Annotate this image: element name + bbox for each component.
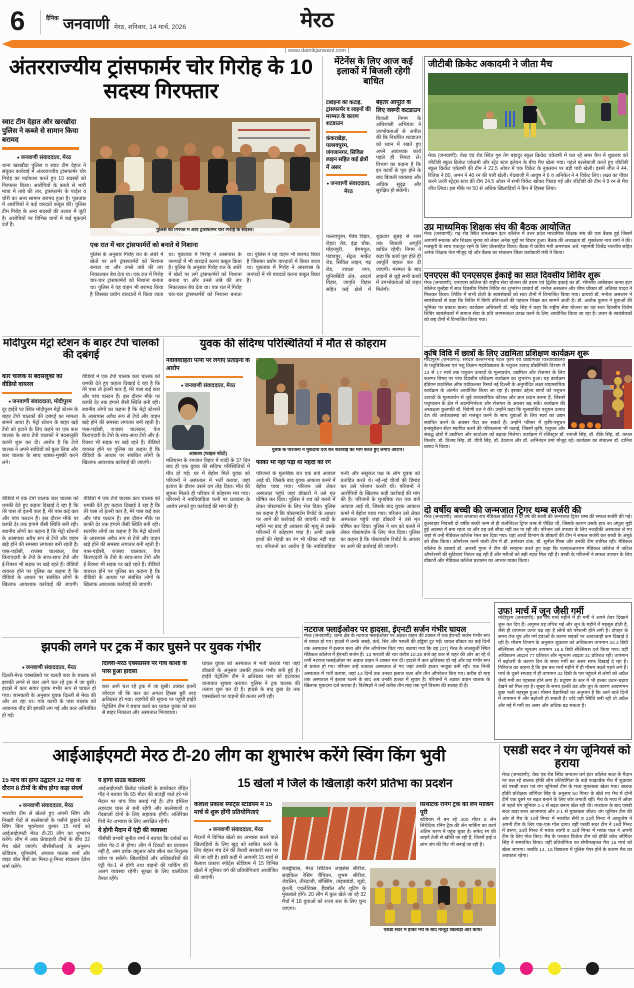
sd-headline: एसडी सदर ने यंग जूनियर्स को हराया (503, 744, 631, 771)
lamp-lighting-photo-illustration (568, 359, 632, 429)
agri-headline: कृषि विवि में छात्रों के लिए उद्यमिता प्रशिक्षण कार्यक्रम शुरू (424, 349, 589, 358)
orange-rule (326, 174, 367, 177)
article-nss (424, 271, 632, 344)
death-crosshead: फीका भी नहीं पड़ा था मेहंदी का रंग (256, 460, 331, 466)
tempo-body-3: वीडियो में एक टेंपो चालक कार चालक को धमकी देते हुए कहता दिखाई दे रहा है कि तेरे पास तो इतनी कार हैं, मेरे पास कई कार और पांच पलटन हैं। इस दौरान मौके पर काफी देर तक हंगामे जैसी स्थिति बनी रही। स्थानीय लोगों का कहना है कि मेट्रो स्टेशनों के आसपास अवैध रूप से टेंपो और वाहन खड़े होने की समस्या लगातार बनी रहती है। पास-पड़ोसी, राजस्व चालकार, वेज किराएदारी के टेंपो के साथ-साथ टेंपो और ई-रिक्शा भी सड़क पर खड़े रहते हैं। वीडियो वायरल होने पर पुलिस का कहना है कि वीडियो के आधार पर संबंधित लोगों के खिलाफ आवश्यक कार्रवाई की जाएगी। वीडियो में एक टेंपो चालक कार चालक को धमकी देते हुए कहता दिखाई दे रहा है कि तेरे पास तो इतनी कार हैं, मेरे पास कई कार और पांच पलटन हैं। इस दौरान मौके पर काफी देर तक हंगामे जैसी स्थिति बनी रही। स्थानीय लोगों का कहना है कि मेट्रो स्टेशनों के आसपास अवैध रूप से टेंपो और वाहन खड़े होने की समस्या लगातार बनी रहती है। पास-पड़ोसी, राजस्व चालकार, वेज किराएदारी के टेंपो के साथ-साथ टेंपो और ई-रिक्शा भी सड़क पर खड़े रहते हैं। वीडियो वायरल होने पर पुलिस का कहना है कि वीडियो के आधार पर संबंधित लोगों के खिलाफ आवश्यक कार्रवाई की जाएगी। (2, 496, 160, 588)
article-crash (2, 640, 300, 740)
teachers-body: मेरठ (जनवाणी): गढ़ रोड स्थित रामलखन इंटर कॉलेज में उत्तर प्रदेश माध्यमिक शिक्षक संघ की एक बैठक हुई जिसमें आगामी स्नातक और शिक्षक चुनाव को लेकर अनेक मुद्दों पर विचार हुआ। बैठक की अध्यक्षता डॉ. मुक्तेश्वर नाथ शर्मा ने की। मजबूती के साथ एकजुट रहने के लिए प्रोत्साहित किया। बैठक में प्रांतीय मंत्री अमरपाल अत्रे, महामंत्री विजेंद्र भारतीय सहित अनेक शिक्षक नेता मौजूद रहे और बैठक का संचालन जिला कार्यकारी मंत्री ने किया। (424, 232, 632, 257)
lead-byline: ● जनवाणी संवाददाता, मेरठ (2, 153, 86, 161)
orange-rule (102, 679, 188, 682)
khel15-headline: 15 खेलों में जिले के खिलाड़ी करेंगे प्रतिभा का प्रदर्शन (237, 778, 453, 790)
divider (322, 56, 323, 335)
league-col-a (2, 778, 90, 958)
city-title: मेरठ (300, 9, 334, 32)
league-byline: ● जनवाणी संवाददाता, मेरठ (2, 801, 90, 809)
khel15-trackbody: स्टेडियम में बन रहे 400 मीटर 8 लेन सिंथेटिक रनिंग ट्रैक की लेन मार्किंग का कार्य अंतिम चरण में पहुंच चुका है। सफेद रंग की लाइनें तेजी से खींची जा रही हैं, जिनमें हाई व लांग जंप की पिट भी बनाई जा रही है। (420, 817, 496, 848)
sd-body: मेरठ (जनवाणी): वेस्ट एंड रोड स्थित सनातन धर्म इंटर कॉलेज सदर के मैदान पर चल रहे बालक हॉकी लीग प्रतियोगिता के कड़े फाइटबैक मैच में शुक्रवार को एसडी सदर एवं यंग जूनियर्स टीम के मध्य मुकाबला खेला गया। बालक हॉकी प्रशिक्षक जोगिंदर सिंह के अनुसार 50 मिनट के खेले गए मैच में दोनों टीमें एक दूसरे पर बढ़त बनाने के लिए जोर लगाती रहीं। मैच के मध्य में ओवर से पहले यंग जूनियर 2-1 से बढ़त बनाए खेल रही थी। मध्यांतर के बाद एसडी सदर कड़ा साथ आजमाया और 3-1 से मुकाबला जीता। यंग जूनियर टीम की ओर से मैच के 10वें मिनट में नवजीत सैनी व 22वें मिनट में आशुतोष ने अपनी टीम के लिए एक-एक गोल दागा। वहीं एसडी सदर टीम ने 16वें मिनट में वरुण, 34वें मिनट में मयंक त्यागी व 42वें मिनट में मयंक पाल ने अपनी टीम के लिए गोल किए। मैच के पश्चात विजेता टीम को हॉकी कोच जोगिंदर सिंह ने सम्मानित किया। वहीं प्रतियोगिता का सेमीफाइनल मैच 16 मार्च को खेला जाएगा। जबकि 14, 15 विद्यालय में पुलिस पेपर होने के कारण मैच का अवकाश रहेगा। (502, 772, 632, 859)
arrested-gang-photo-illustration (90, 118, 320, 236)
lead-photo-caption: पुलिस की गिरफ्त में आए ट्रांसफार्मर चोर गिरोह के सदस्य। (90, 228, 320, 236)
death-body-2: परिजनों के मुताबिक रात एक बजे आवाज आई थी, जिसके बाद युवक आकाश कमरे में बेहोश पाया गया। परिजन उसे लेकर अस्पताल पहुंचे जहां डॉक्टरों ने उसे मृत घोषित कर दिया। पुलिस ने शव को कब्जे में लेकर पोस्टमार्टम के लिए भेज दिया। पुलिस का कहना है कि पोस्टमार्टम रिपोर्ट के आधार पर आगे की कार्रवाई की जाएगी। शादी के महीने भर बाद ही आकाश की मृत्यु से उसके परिजनों में कोहराम मचा है। अभी उसके हाथों की मेहंदी का रंग भी फीका नहीं पड़ा था। परिजनों का आरोप है कि नवविवाहिता पत्नी और ससुराल पक्ष के लोग युवक को प्रताड़ित करते थे। नई-नई चीजों की डिमांड कर उसे परेशान करती थी। परिजनों ने आरोपियों के खिलाफ कड़ी कार्रवाई की मांग की है। परिजनों के मुताबिक रात एक बजे आवाज आई थी, जिसके बाद युवक आकाश कमरे में बेहोश पाया गया। परिजन उसे लेकर अस्पताल पहुंचे जहां डॉक्टरों ने उसे मृत घोषित कर दिया। पुलिस ने शव को कब्जे में लेकर पोस्टमार्टम के लिए भेज दिया। पुलिस का कहना है कि पोस्टमार्टम रिपोर्ट के आधार पर आगे की कार्रवाई की जाएगी। (256, 471, 420, 550)
orange-rule (2, 796, 83, 799)
edition-line: मेरठ, शनिवार, 14 मार्च, 2026 (114, 24, 187, 31)
tempo-headline: मोदीपुरम मेट्रो स्टेशन के बाहर टेंपो चालकों की दबंगई (3, 338, 159, 361)
article-heat (494, 602, 632, 740)
website-url: | www.dainikjanwani.com | (267, 48, 367, 55)
heat-headline: उफ! मार्च में जून जैसी गर्मी (498, 606, 584, 616)
orange-rule (326, 131, 367, 134)
divider (424, 346, 632, 347)
article-sd-sadar (502, 744, 632, 958)
death-portrait-caption: आकाश (फाइल फोटो) (188, 452, 228, 458)
registration-dot-yellow (90, 962, 103, 975)
league-body: भारतीय टीम से खेलते हुए अपनी स्विंग और निखरी गेंदों से बल्लेबाजों के पसीने छुड़ाने वाले स्विंग किंग भुवनेश्वर कुमार 15 मार्च को आईआईएमटी मेरठ टी-20 लीग का शुभारंभ करेंगे। लीग में आठ फ्रेंचाइजी टीमों के बीच 32 मैच खेले जाएंगे। बीसीसीआई के अनुरूप स्टेडियम, यूनिफॉर्म, अंपायर पालक शर्मा और वाइट बॉल मैचों का मिनट-टू-मिनट संचालन देवेश शर्मा करेंगे। (2, 811, 90, 870)
league-boxhead-2: ये होगी मैदान में एंट्री की व्यवस्था (98, 828, 167, 835)
powercut-headline: मेंटेनेंस के लिए आज कई इलाकों में बिजली रहेगी बाधित (334, 56, 413, 87)
brand-prefix: दैनिक (46, 16, 59, 22)
khel15-sub-column (194, 802, 278, 958)
teachers-headline: उप्र माध्यमिक शिक्षक संघ की बैठक आयोजित (424, 222, 571, 232)
league-boxhead-1: ये होगी ग्राउंड कंडीशंस (98, 778, 146, 784)
hockey-team-photo-illustration (370, 868, 496, 926)
tempo-body-2: वीडियो में एक टेंपो चालक कार चालक को धमकी देते हुए कहता दिखाई दे रहा है कि तेरे पास तो इतनी कार हैं, मेरे पास कई कार और पांच पलटन हैं। इस दौरान मौके पर काफी देर तक हंगामे जैसी स्थिति बनी रही। स्थानीय लोगों का कहना है कि मेट्रो स्टेशनों के आसपास अवैध रूप से टेंपो और वाहन खड़े होने की समस्या लगातार बनी रहती है। पास-पड़ोसी, राजस्व चालकार, वेज किराएदारी के टेंपो के साथ-साथ टेंपो और ई-रिक्शा भी सड़क पर खड़े रहते हैं। वीडियो वायरल होने पर पुलिस का कहना है कि वीडियो के आधार पर संबंधित लोगों के खिलाफ आवश्यक कार्रवाई की जाएगी। (82, 374, 160, 466)
flyover-body: मेरठ (जनवाणी): थाना क्षेत्र के नटराज फ्लाईओवर पर अज्ञात वाहन की टक्कर में एक ईएनटी सर्जन गंभीर रूप से घायल हो गए। हादसे में उनके जबड़े, कंधे, सिर और पसली की हड्डियां टूट गईं। घायल डॉक्टर का कई दिनों तक अस्पताल में इलाज चला और तीन ऑपरेशन किए गए। बताया गया कि वह (37) मेरठ के लालकुर्ती स्थित मेडिकल कॉलेज में ईएनटी सर्जन हैं। 13 फरवरी की रात करीब 10.30 बजे वह कार से शहर की ओर आ रहे थे तभी नटराज फ्लाईओवर पर अज्ञात वाहन ने टक्कर मार दी। हादसे में कार क्षतिग्रस्त हो गई और वह गंभीर रूप से घायल हो गए। परिजन उन्हें तत्काल अस्पताल ले गए जहां उनकी हालत नाजुक बनी रही। एक निजी अस्पताल में भर्ती कराया, जहां 14 दिनों तक उनका इलाज चला और तीन ऑपरेशन किए गए। करीब दो माह तक अस्पताल में इलाज चलने के बाद अब उनकी हालत में सुधार है। परिजनों ने अज्ञात वाहन चालक के खिलाफ मुकदमा दर्ज कराया है। विशेषज्ञों ने उन्हें करीब तीन माह तक पूर्ण विश्राम की सलाह दी है। (304, 634, 490, 690)
death-left-column (166, 358, 250, 634)
brand-name: जनवाणी (63, 16, 110, 33)
khel15-subhead: कैलाश प्रकाश स्पोर्ट्स स्टेडियम में 15 मार्च से शुरू होंगी प्रतियोगिताएं (194, 802, 273, 816)
league-subhead: 15 मार्च को होगा उद्घाटन 32 मैचों के दौरान 8 टीमों के बीच होगा कड़ा संघर्ष (2, 778, 83, 792)
article-cricket-box (424, 56, 632, 218)
cricket-photo (428, 73, 628, 151)
surgery-headline: दो वर्षीय बच्ची की जन्मजात ट्रिगर थम्ब सर्जरी की (424, 505, 582, 515)
khel15-trackhead: सिंथेटिक रनिंग ट्रैक की लेन मार्किंग पूरी (420, 802, 494, 816)
divider (2, 336, 420, 337)
death-headline: युवक की संदिग्ध परिस्थितियों में मौत से कोहराम (199, 338, 387, 350)
divider (424, 502, 632, 503)
sd-hockey-photo (370, 868, 496, 926)
divider (422, 56, 423, 598)
portrait-photo-illustration (166, 392, 210, 450)
crash-body-1: दिल्ली-मेरठ एक्सप्रेसवे पर चलती कार के चालक को झपकी लगने से कार आगे चल रहे ट्रक में जा घुसी। हादसे में कार सवार युवक गंभीर रूप से घायल हो गया। जानकारी के अनुसार युवक दिल्ली से मेरठ की ओर आ रहा था। गांव काशी के पास चालक को अचानक नींद की झपकी लग गई और कार अनियंत्रित हो गई। (2, 673, 96, 719)
death-byline: ● जनवाणी संवाददाता, मेरठ (166, 381, 250, 389)
divider (424, 268, 632, 269)
article-tempo (2, 338, 160, 634)
article-death (166, 338, 420, 634)
orange-rule (2, 392, 72, 395)
registration-dot-black (128, 962, 141, 975)
orange-rule (2, 147, 79, 150)
page-number: 6 (10, 8, 26, 36)
powercut-point-1: टर्बाइनों की कटाई, ट्रांसफार्मर व लाइनों की मरम्मत के कारण शटडाउन (326, 100, 371, 128)
flyover-headline: नटराज फ्लाईओवर पर हादसा, ईएनटी सर्जन गंभीर घायल (304, 625, 467, 634)
powercut-points-column (326, 100, 371, 230)
article-flyover (304, 625, 490, 740)
lead-crosshead: एक रात में चार ट्रांसफार्मरों को बनाते थे निशाना (90, 242, 198, 249)
death-subhead: नवविवाहिता पत्नी पर लगाए प्रताड़ना के आरोप (166, 358, 250, 372)
divider (302, 625, 303, 740)
crash-body-3: घायल युवक को अस्पताल में भर्ती कराया गया जहां डॉक्टरों के अनुसार उसकी हालत गंभीर बनी हुई है। हाईवे पेट्रोलिंग टीम ने क्षतिग्रस्त कार को हटवाकर यातायात सुचारु कराया। पुलिस ने ट्रक चालक की तलाश शुरू कर दी है। हादसे के बाद कुछ देर तक एक्सप्रेसवे पर वाहनों की कतार लगी रही। (202, 661, 300, 700)
crash-byline: ● जनवाणी संवाददाता, मेरठ (2, 663, 96, 671)
lead-body-2: पुलिस के अनुसार गिरोह रात के अंधेरे में खेतों पर लगे ट्रांसफार्मरों को निशाना बनाता था और उनसे तांबे की तार निकालकर बेच देता था। एक रात में गिरोह चार-चार ट्रांसफार्मरों को निशाना बनाता था। पुलिस ने वह वाहन भी बरामद किया है जिसका प्रयोग वारदातों में किया जाता था। पूछताछ में गिरोह ने आसपास के जनपदों में भी वारदातें करना कबूल किया है। पुलिस के अनुसार गिरोह रात के अंधेरे में खेतों पर लगे ट्रांसफार्मरों को निशाना बनाता था और उनसे तांबे की तार निकालकर बेच देता था। एक रात में गिरोह चार-चार ट्रांसफार्मरों को निशाना बनाता था। पुलिस ने वह वाहन भी बरामद किया है जिसका प्रयोग वारदातों में किया जाता था। पूछताछ में गिरोह ने आसपास के जनपदों में भी वारदातें करना कबूल किया है। (90, 252, 320, 298)
article-teachers (424, 222, 632, 266)
registration-dot-cyan (492, 962, 505, 975)
league-columns (2, 778, 188, 958)
powercut-point-2: कंकरखेड़ा, पल्लवपुरम, जंगजानगर, सिविल लाइन सहित कई क्षेत्रों में असर (326, 136, 369, 171)
article-surgery (424, 505, 632, 596)
league-col-b (98, 778, 188, 958)
divider (2, 637, 300, 638)
khel15-body-1: मैदानों में विभिन्न खेलों का अभ्यास करने वाले खिलाड़ियों के लिए खुद को साबित करने के लिए बेहतर मंच देने की तैयारी सरकारी स्तर पर की जा रही है। इसी कड़ी में आगामी 15 मार्च से कैलाश प्रकाश स्पोर्ट्स स्टेडियम में 15 विभिन्न खेलों में जूनियर वर्ग की प्रतियोगिताएं आयोजित की जाएंगी। (194, 835, 278, 881)
heat-body: मोदीपुरम (जनवाणी): इस वर्ष मार्च महीने में ही गर्मी ने अपने तेवर दिखाने शुरू कर दिए हैं। अमूमन यह तपिश मई और जून के महीने में महसूस होती है, जैसे ही तापमान ऊपर चढ़ रहा है लोगों को परेशानी होने लगी है। दोपहर के समय तेज धूप और गर्म हवाओं के कारण सड़कों पर आवाजाही कम दिखाई दे रही है। मौसम विभाग के अनुसार शुक्रवार को अधिकतम तापमान 32.2 डिग्री सेल्सियस और न्यूनतम तापमान 19.5 डिग्री सेल्सियस दर्ज किया गया। वहीं अधिकतम आद्रता 77 प्रतिशत और न्यूनतम आद्रता 31 प्रतिशत रही। तापमान में बढ़ोतरी के कारण दिन के समय गर्मी का असर साफ दिखाई दे रहा है। गिरिराज का कहना है कि इस बार मार्च महीने में ही मौसम बदले पड़ने लगे हैं। मार्च के दूसरे सप्ताह में ही तापमान 32 डिग्री के पार पहुंचने से लोगों को अप्रैल जैसी गर्मी का एहसास होने लगा है। प्रदूषण के स्तर में भी हल्का उतार-चढ़ाव देखने को मिल रहा है। सुबह के समय हल्की ठंड और धूप के कारण आवागमन कुछ भली महसूस हुआ। मौसम वैज्ञानिकों का अनुमान है कि आने वाले दिनों में तापमान में और बढ़ोतरी हो सकती है। यदि यही स्थिति बनी रही तो अप्रैल और मई में गर्मी का असर और अधिक बढ़ सकता है। (498, 616, 628, 709)
lead-headline: अंतरराज्यीय ट्रांसफार्मर चोर गिरोह के 10 सदस्य गिरफ्तार (9, 56, 313, 103)
lead-left-column (2, 118, 86, 335)
registration-dot-black (586, 962, 599, 975)
divider (190, 778, 191, 958)
khel15-body-2: कबड्डीग्रास, मेरठ सिटियन लाइसेंस सीरीज, साइकिल रेसिंग चैंपियन, शुभम सीरीज, जेवलिन, तीरंदाजी, बॉक्सिंग, ताइक्वांडो, जूडो, कुश्ती, एथलेटिक्स, हैंडबॉल और शूटिंग के मुकाबले होंगे। 20 लीग में कुल खेले जा रहे 32 मैचों में 18 युवाओं को राज्य स्तर के लिए चुना जाएगा। (282, 866, 366, 912)
article-lead (2, 56, 320, 335)
crowd-photo-illustration (256, 358, 420, 446)
article-agri (424, 349, 632, 500)
nss-body: मेरठ (जनवाणी): एनएएस कॉलेज की राष्ट्रीय सेवा योजना की प्रथम एवं द्वितीय इकाई का डॉ. भीमराव आंबेडकर कन्या इंटर कॉलेज मुल्हेड़ा में सात दिवसीय विशेष शिविर का शुभारंभ प्राचार्य डॉ. मनोज असलान और चीफ प्रॉक्टर डॉ. लतिका यादव ने मिलकर किया। शिविर में सभी टोली के स्वयंसेवकों को सात टीमों में विभाजित किया गया। प्राचार्य डॉ. मनोज असलान ने स्वयंसेवकों से कहा कि शिविर में छिपी प्रतिभाओं की पहचान निखर कर सामने आती है। डॉ. अशोक कुमार ने युवाओं की भूमिका पर प्रकाश डाला। कार्यक्रम अधिकारी डॉ. महेंद्र सिंह ने कहा कि राष्ट्रीय सेवा योजना का यह सात दिवसीय विशेष शिविर स्वयंसेवकों में समाज सेवा के प्रति जागरूकता उत्पन्न करने के लिए आयोजित किया जा रहा है। प्रथम के स्वयंसेवकों को छह टीमों में विभाजित किया गया। (424, 280, 632, 324)
crash-col-1 (2, 661, 96, 740)
powercut-boxhead: बेहतर आपूर्ति के लिए जरूरी कटडाउन (376, 100, 421, 114)
death-crowd-photo (256, 358, 420, 446)
divider (499, 744, 500, 958)
agri-photo (568, 359, 632, 429)
cricket-match-photo-illustration (428, 73, 628, 151)
divider (163, 338, 164, 634)
surgery-body: मेरठ (जनवाणी): लाला लाजपत राय मेडिकल कॉलेज में दो वर्ष की बच्ची की जन्मजात ट्रिगर थम्ब की सफल सर्जरी की गई। कुलवाहर निवासी दो वर्षीय बच्ची जन्म से ही कंजेनिटल ट्रिगर थम्ब से पीड़ित थी, जिसके कारण उसके हाथ का अंगूठा मुड़ी हुई अवस्था में बना रहता था और वह उसे सीधा नहीं कर पा रही थी। परिजन उसे उपचार के लिए नजदीकी अस्पताल ले गए जहां से उन्हें मेडिकल कॉलेज रेफर कर दिया गया। यहां आर्थो विभाग के डॉक्टरों की टीम ने सफल सर्जरी कर बच्ची के अंगूठे को ठीक किया। ऑपरेशन करने वाली टीम में डॉ. ज्ञानेश्वर टांक, डॉ. सुनील मिश्रा और उनकी टीम शामिल रही। मेडिकल कॉलेज के प्राचार्य डॉ. आरसी गुप्ता ने टीम की सराहना करते हुए कहा कि एलएलआरएम मेडिकल कॉलेज में जटिल ऑपरेशनों की सुविधाएं निरंतर बढ़ रही हैं और मरीजों को बड़ी राहत मिल रही है। बच्ची के परिजनों ने सफल उपचार के लिए डॉक्टरों और मेडिकल कॉलेज प्रशासन का आभार व्यक्त किया। (424, 515, 632, 564)
khel15-track-photo (282, 802, 416, 860)
lead-subhead: स्वाट टीम देहात और खरखौदा पुलिस ने कब्जे से सामान किया बरामद (2, 119, 79, 145)
crash-subhead: दिल्ली-मेरठ एक्सप्रेसवे पर गांव काशी के पास हुआ हादसा (102, 661, 187, 675)
tempo-sub-column (2, 374, 78, 492)
lead-photo (90, 118, 320, 236)
divider (304, 622, 490, 623)
khel15-track-column (420, 802, 496, 864)
death-photo-caption: युवक के परिजनों ने मुकदमा दर्ज कर कार्रवाई की मांग करते हुए लगाए आरोप। (271, 448, 405, 453)
cricket-body: मेरठ (जनवाणी): वेस्ट एंड रोड स्थित गुरु तेग बहादुर स्कूल क्रिकेट एकेडमी में चल रहे समर कैंप में शुक्रवार को जीटीबी स्कूल क्रिकेट एकेडमी और स्ट्रेट स्टार इलेवन के बीच मैच खेला गया। पहले बल्लेबाजी करते हुए जीटीबी स्कूल क्रिकेट एकेडमी की टीम ने 22.5 ओवर में एक विकेट के नुकसान पर बड़ी पारी खेली। इसमें जीत ने 44, रितिक ने 80, अमन ने 40 रन की पारी खेली। गेंदबाजी में आयुष ने 6 व अनिकेत ने 4 विकेट लिए। लक्ष्य का पीछा करने उतरी स्ट्रेट्स स्टार की टीम 24.5 ओवर में सभी विकेट खोकर पिछड़ गई और जीटीबी की टीम ने 9 रन से मैच जीत लिया। इस मौके पर 50 से अधिक खिलाड़ियों ने कैंप में हिस्सा लिया। (428, 152, 628, 192)
orange-rule (194, 820, 271, 823)
masthead-ribbon (2, 40, 632, 48)
powercut-body-2: पल्लवपुरम, मैत्रेय विहार, रोहटा रोड, इंद्रा चौक, मोहनपुरी, बेगमपुल, पंडावपुर, सेंट्रल मार्केट रोड, सिविल लाइन, गढ़ रोड, ज्वाला नगर, यूनिवर्सिटी क्षेत्र, आदर्श विहार, जागृति विहार सहित कई क्षेत्रों में शुक्रवार सुबह से शाम तक बिजली आपूर्ति बाधित रहेगी। निगम ने कहा कि कार्य पूरा होते ही आपूर्ति बहाल कर दी जाएगी। मरम्मत के बाद लाइनों से जुड़े सभी कार्यों में उपभोक्ताओं को राहत मिलेगी। (326, 234, 421, 293)
nss-headline: एनएएस की एनएसएस ईकाई का सात दिवसीय शिविर शुरू (424, 271, 601, 280)
crash-col-2 (102, 661, 196, 740)
sd-hockey-photo-caption: एसडी सदर में हॉकी मैच के बाद मौजूद खिलाड़ी और कोच। (383, 928, 483, 933)
crash-headline: झपकी लगने पर ट्रक में कार घुसने पर युवक गंभीर (41, 640, 261, 654)
powercut-body-1: बिजली निगम के अधिशासी अभियंता ने उपभोक्ताओं से अपील की कि निर्धारित शटडाउन को ध्यान में रखते हुए अपने आवश्यक कार्य पहले ही निपटा लें। विभाग का कहना है कि इन कार्यों के पूरा होने के बाद बिजली व्यवस्था और अधिक सुदृढ़ और सुरक्षित हो सकेगी। (376, 115, 421, 195)
league-boxbody-1: आईआईएमटी क्रिकेट एकेडमी के डायरेक्टर रोहित गौड़ ने बताया कि 65 मीटर की बाउंड्री वाले हरे-भरे मैदान पर पांच पिच बनाई गई हैं। टॉप इंग्लिश लहरदार घास से बनी रहेंगी और बल्लेबाजों व गेंदबाजों दोनों के लिए सहायक होंगी। अतिरिक्त पिचें नेट अभ्यास के लिए आरक्षित रहेंगी। (98, 785, 188, 825)
tempo-byline: ● जनवाणी संवाददाता, मोदीपुरम (2, 397, 78, 405)
registration-dot-magenta (62, 962, 75, 975)
divider (424, 598, 632, 599)
khel15-byline: ● जनवाणी संवाददाता, मेरठ (194, 825, 278, 833)
registration-dot-yellow (548, 962, 561, 975)
lead-body-1: थाना खरखौदा पुलिस व स्वाट टीम देहात ने संयुक्त कार्रवाई में अंतरराज्यीय ट्रांसफार्मर चोर गिरोह का पर्दाफाश करते हुए 10 सदस्यों को गिरफ्तार किया। आरोपियों के कब्जे से भारी मात्रा में तांबे की तार, ट्रांसफार्मर के पार्ट्स व चोरी का अन्य सामान बरामद हुआ है। पूछताछ में आरोपियों ने कई वारदातें कबूल कीं। पुलिस टीम गिरोह के अन्य सदस्यों की तलाश में जुटी है। आरोपियों पर विभिन्न थानों में कई मुकदमे दर्ज हैं। (2, 162, 86, 229)
divider (2, 742, 632, 743)
death-portrait-photo (166, 392, 210, 450)
league-headline: आईआईएमटी मेरठ टी-20 लीग का शुभारंभ करेंगे स्विंग किंग भुवी (52, 746, 446, 765)
agri-body: मोदीपुरम (जनवाणी): सरदार वल्लभभाई पटेल कृषि एवं प्रौद्योगिकी विश्वविद्यालय के पशुचिकित्सा एवं पशु विज्ञान महाविद्यालय के पशुधन उत्पाद प्रौद्योगिकी विभाग में 13 से 17 मार्च तक पशुधन उत्पादों के मूल्यवर्धन, उद्यमिता और रोजगार के लिए कारगर विषय पर पांच दिवसीय प्रशिक्षण कार्यक्रम का शुभारंभ हुआ। यह कार्यक्रम इंडियन काउंसिल ऑफ एग्रीकल्चर रिसर्च नई दिल्ली के अनुमोदित लक्ष्य व्यावसायिक कार्यक्रम के अंतर्गत आयोजित किया जा रहा है। इसका उद्देश्य छात्रों को पशुधन उत्पादों के मूल्यवर्धन से जुड़े व्यावसायिक कौशल और ज्ञान प्रदान करना है, जिससे पशुपालन के क्षेत्र में आत्मनिर्भरता और रोजगार के अवसर बढ़ सकें। कार्यक्रम की अध्यक्षता कुलपति डॉ. त्रिवेणी दत्त ने की। उन्होंने कहा कि मूल्यवर्धित पशुधन उत्पाद देश की अर्थव्यवस्था को मजबूत करने के साथ युवाओं के लिए स्वयं का उद्यम स्थापित करने के अवसर पैदा कर सकते हैं। उन्होंने परिसर में कृषि-पशुधन इन्क्यूबेशन सेंटर स्थापित करने की परिकल्पना भी जताई, जिसमें कृषि, पशुधन और संबद्ध क्षेत्रों में उद्यमिता और स्टार्टअप को बढ़ावा मिलेगा। कार्यक्रम में रजिस्ट्रार डॉ. रामजी सिंह, डॉ. वीके सिंह, डॉ. कमल किशोर, डॉ. विजय सिंह, डॉ. वीपी सिंह, डॉ. देवराज और डॉ. अभिनंदन वर्मा मौजूद रहे। कार्यक्रम का संचालन डॉ. दानिश प्रसाद ने किया। (424, 358, 632, 451)
death-body-1: मलियाना के रमजान विहार में शादी के 37 दिन बाद ही एक युवक की संदिग्ध परिस्थितियों में मौत हो गई। घर में बेहोश मिले युवक को परिजनों ने अस्पताल में भर्ती कराया, जहां इलाज के दौरान उसने दम तोड़ दिया। मौत की सूचना मिलते ही परिवार में कोहराम मच गया। परिजनों ने नवविवाहिता पत्नी पर प्रताड़ना के आरोप लगाते हुए कार्रवाई की मांग की है। (166, 457, 250, 510)
powercut-box-column (376, 100, 421, 230)
registration-dot-cyan (34, 962, 47, 975)
powercut-byline: ● जनवाणी संवाददाता, मेरठ (326, 179, 371, 195)
orange-rule (166, 376, 243, 379)
tempo-body-1: दूर हाईवे पर स्थित मोदीपुरम मेट्रो स्टेशन के बाहर टेंपो चालकों की दबंगई का मामला सामने आया है। मेट्रो स्टेशन के बाहर खड़े टेंपो को हटाने के लिए कहने पर एक कार चालक के साथ टेंपो चालकों ने बदसलूकी करनी शुरू कर दी। आरोप है कि टेंपो चालक ने अपने साथियों को बुला लिया और कार चालक के साथ धक्का-मुक्की करने लगे। (2, 407, 78, 466)
league-boxbody-2: पीसीबी प्रभारी सुनील शर्मा ने बताया कि दर्शकों का प्रवेश गेट-3 से होगा। लीग में टिकटों का प्रावधान नहीं है, आम दर्शक क्यूआर कोड स्कैन कर निशुल्क प्रवेश पा सकेंगे। खिलाड़ियों और अधिकारियों की एंट्री गेट-1 से होगी तथा वाहनों की पार्किंग की अलग व्यवस्था रहेगी। सुरक्षा के लिए वालंटियर तैनात रहेंगे। (98, 836, 188, 882)
cricket-headline: जीटीबी क्रिकेट अकादमी ने जीता मैच (428, 59, 553, 70)
article-khel15 (194, 778, 496, 958)
registration-dot-magenta (520, 962, 533, 975)
article-powercut (326, 56, 421, 335)
crash-body-2: कार आगे चल रहे ट्रक में जा घुसी। टक्कर इतनी जोरदार थी कि कार का अगला हिस्सा बुरी तरह क्षतिग्रस्त हो गया। राहगीरों की सूचना पर पहुंची हाईवे पेट्रोलिंग टीम ने बचाव कार्य कर घायल युवक को कार से बाहर निकाला और अस्पताल भिजवाया। (102, 684, 196, 717)
tempo-subhead: कार चालक से बदसलूकी का वीडियो वायरल (2, 374, 63, 388)
